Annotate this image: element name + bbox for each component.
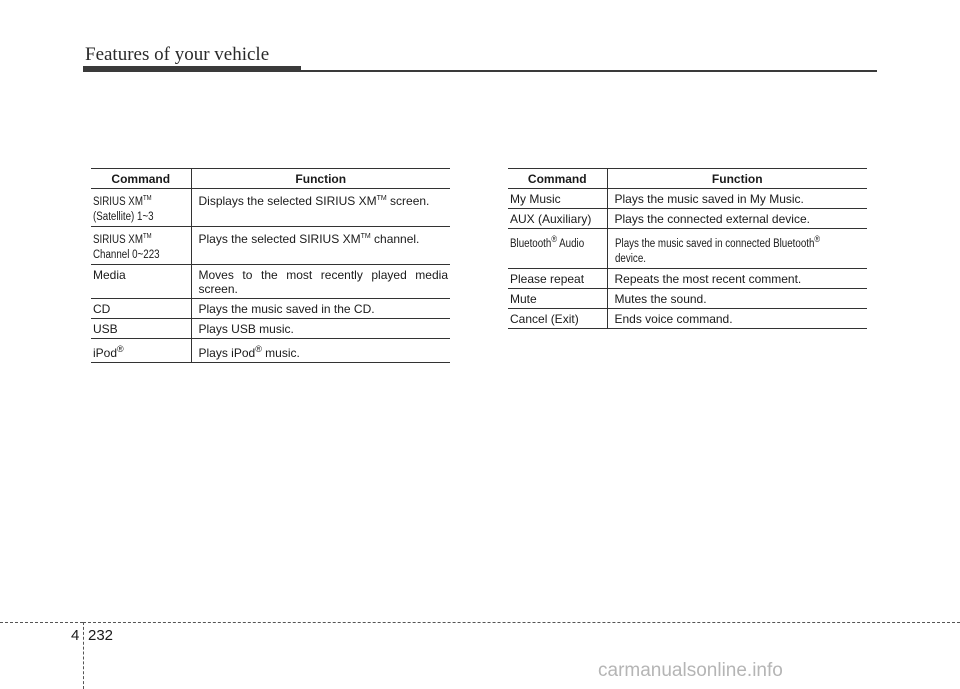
- trademark-mark: TM: [360, 232, 371, 240]
- function-cell: Plays the music saved in the CD.: [191, 298, 450, 318]
- footer-divider: [83, 622, 85, 689]
- table-row: [508, 308, 867, 328]
- table-header-row: [508, 169, 867, 189]
- function-text-end: music.: [261, 345, 300, 360]
- footer-rule-right: [83, 622, 960, 624]
- command-cell: Cancel (Exit): [508, 308, 607, 328]
- function-text: Plays the selected SIRIUS XM: [198, 231, 361, 246]
- column-header-command: Command: [508, 169, 607, 189]
- function-text: Plays the music saved in connected Bluetooth: [614, 237, 814, 250]
- watermark: carmanualsonline.info: [598, 660, 783, 681]
- header-bar: [83, 66, 301, 72]
- trademark-mark: TM: [142, 195, 152, 202]
- command-cell: Please repeat: [508, 268, 607, 288]
- command-cell: Media: [91, 264, 191, 298]
- command-subtext: Channel 0~223: [93, 248, 160, 261]
- function-text: Plays iPod: [198, 345, 256, 360]
- command-cell: [91, 189, 191, 227]
- column-header-command: Command: [91, 169, 191, 189]
- table-row: [508, 209, 867, 229]
- function-cell: Repeats the most recent comment.: [607, 268, 867, 288]
- function-cell: Moves to the most recently played media screen.: [191, 264, 450, 298]
- command-table-right: [508, 168, 867, 329]
- command-cell: AUX (Auxiliary): [508, 209, 607, 229]
- function-cell: Plays the connected external device.: [607, 209, 867, 229]
- footer-rule-left: [0, 622, 83, 624]
- registered-mark: ®: [813, 234, 820, 244]
- command-text: SIRIUS XM: [93, 233, 143, 246]
- chapter-number: 4: [71, 627, 80, 644]
- command-cell: My Music: [508, 189, 607, 209]
- function-cell: Mutes the sound.: [607, 288, 867, 308]
- function-cell: Plays USB music.: [191, 318, 450, 338]
- command-table-left: [91, 168, 450, 363]
- table-row: [91, 338, 450, 362]
- registered-mark: ®: [551, 234, 557, 244]
- command-cell: Mute: [508, 288, 607, 308]
- table-row: [91, 298, 450, 318]
- table-row: [91, 226, 450, 264]
- function-cell: Ends voice command.: [607, 308, 867, 328]
- function-cell: [191, 226, 450, 264]
- trademark-mark: TM: [376, 195, 387, 202]
- table-row: [91, 318, 450, 338]
- command-text: iPod: [93, 345, 118, 360]
- command-subtext: (Satellite) 1~3: [93, 210, 154, 223]
- function-text-end: screen.: [386, 194, 430, 208]
- column-header-function: Function: [607, 169, 867, 189]
- table-row: [91, 264, 450, 298]
- table-row: [508, 229, 867, 269]
- function-cell: Plays the music saved in My Music.: [607, 189, 867, 209]
- function-cell: [607, 229, 867, 269]
- trademark-mark: TM: [142, 232, 152, 240]
- command-text: Bluetooth: [510, 237, 552, 250]
- column-header-function: Function: [191, 169, 450, 189]
- function-text: Displays the selected SIRIUS XM: [198, 194, 377, 208]
- command-cell: USB: [91, 318, 191, 338]
- table-row: [508, 288, 867, 308]
- function-text-end: device.: [614, 252, 646, 265]
- registered-mark: ®: [255, 343, 262, 354]
- command-text-end: Audio: [556, 237, 585, 250]
- command-cell: [91, 226, 191, 264]
- function-cell: [191, 338, 450, 362]
- registered-mark: ®: [117, 343, 124, 354]
- function-text-end: channel.: [370, 231, 420, 246]
- table-row: [508, 268, 867, 288]
- table-row: [91, 189, 450, 227]
- command-cell: CD: [91, 298, 191, 318]
- page-number: 232: [88, 627, 114, 644]
- function-cell: [191, 189, 450, 227]
- command-text: SIRIUS XM: [93, 195, 143, 208]
- page-header-title: Features of your vehicle: [85, 44, 270, 65]
- command-cell: [508, 229, 607, 269]
- table-row: [508, 189, 867, 209]
- table-header-row: [91, 169, 450, 189]
- header-rule: [301, 70, 877, 72]
- command-cell: [91, 338, 191, 362]
